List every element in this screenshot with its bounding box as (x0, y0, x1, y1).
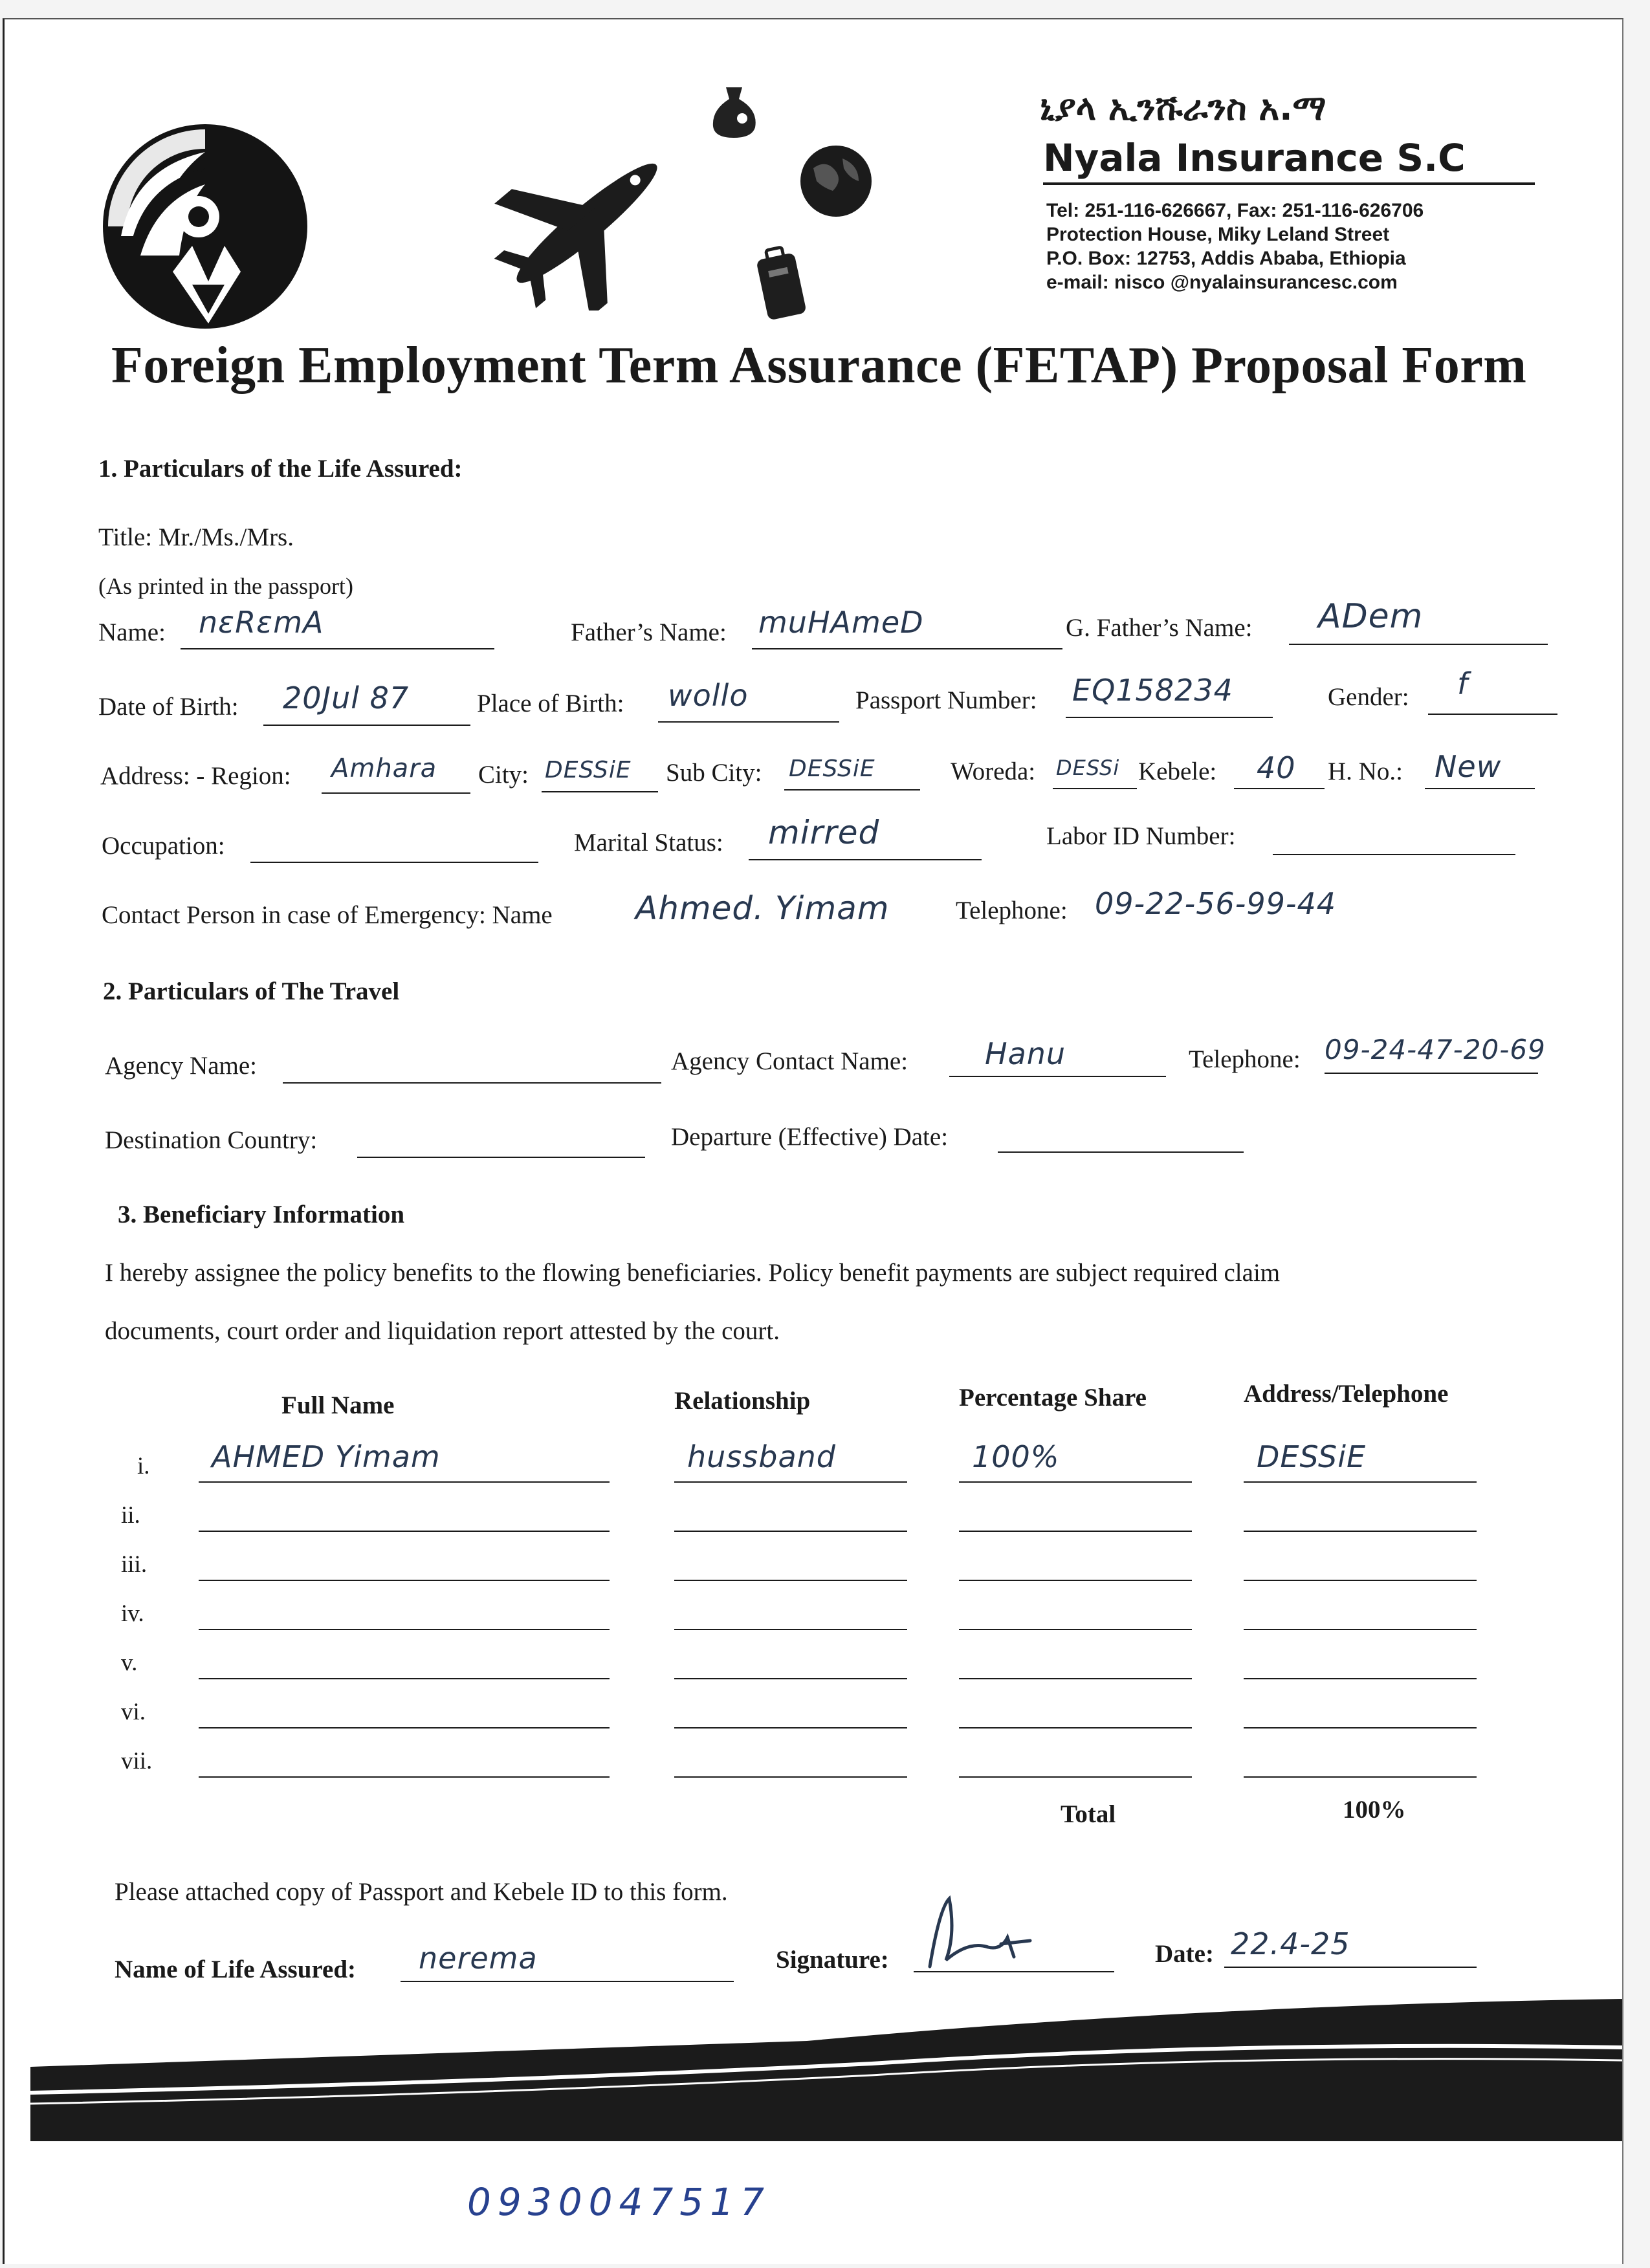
beneficiary-name-line (199, 1776, 610, 1778)
airplane-icon (490, 136, 684, 311)
father-name-label: Father’s Name: (571, 618, 727, 646)
agency-contact-line (949, 1076, 1166, 1077)
passport-note: (As printed in the passport) (98, 573, 353, 599)
gfather-name-line (1289, 644, 1548, 645)
passport-number-line (1066, 717, 1273, 718)
beneficiary-name-value[interactable]: AHMED Yimam (212, 1439, 441, 1474)
kebele-line (1234, 788, 1325, 789)
gfather-name-label: G. Father’s Name: (1066, 614, 1253, 642)
company-logo (95, 123, 315, 336)
beneficiary-name-line (199, 1531, 610, 1532)
beneficiary-relationship-line (674, 1776, 907, 1778)
footer-wave-band (30, 1979, 1622, 2148)
beneficiary-address-line (1244, 1580, 1477, 1581)
beneficiary-relationship-line (674, 1531, 907, 1532)
marital-status-value[interactable]: mirred (768, 814, 880, 851)
beneficiary-address-value[interactable]: DESSiE (1257, 1439, 1367, 1474)
beneficiary-address-line (1244, 1678, 1477, 1679)
woreda-line (1053, 788, 1137, 789)
agency-name-label: Agency Name: (105, 1052, 257, 1080)
total-value: 100% (1343, 1796, 1406, 1824)
beneficiary-address-line (1244, 1629, 1477, 1630)
gfather-name-value[interactable]: ADem (1318, 597, 1424, 636)
beneficiary-name-line (199, 1678, 610, 1679)
agency-name-line (283, 1082, 661, 1084)
name-value[interactable]: nɛRɛmA (199, 605, 324, 640)
marital-status-line (749, 859, 982, 860)
row-number: v. (121, 1650, 138, 1676)
beneficiary-share-line (959, 1727, 1192, 1728)
pob-value[interactable]: wollo (668, 678, 749, 713)
agency-telephone-value[interactable]: 09-24-47-20-69 (1325, 1034, 1546, 1065)
signature-line (914, 1971, 1114, 1972)
company-telephone: Tel: 251-116-626667, Fax: 251-116-626706 (1046, 200, 1424, 221)
section1-heading: 1. Particulars of the Life Assured: (98, 455, 463, 483)
city-value[interactable]: DESSiE (545, 757, 632, 783)
occupation-line (250, 862, 538, 863)
row-number: iii. (121, 1551, 148, 1578)
date-value[interactable]: 22.4-25 (1231, 1926, 1350, 1961)
signature-label: Signature: (776, 1946, 889, 1974)
occupation-label: Occupation: (102, 832, 225, 860)
subcity-line (784, 789, 920, 791)
row-number: vi. (121, 1699, 146, 1725)
total-label: Total (1061, 1800, 1116, 1828)
emergency-telephone-label: Telephone: (956, 897, 1068, 924)
pob-line (658, 721, 839, 723)
destination-country-line (357, 1157, 645, 1158)
emergency-telephone-value[interactable]: 09-22-56-99-44 (1095, 886, 1337, 921)
beneficiary-name-line (199, 1629, 610, 1630)
passport-number-value[interactable]: EQ158234 (1072, 673, 1233, 708)
assured-name-label: Name of Life Assured: (115, 1956, 356, 1983)
beneficiary-address-line (1244, 1727, 1477, 1728)
date-label: Date: (1155, 1940, 1214, 1968)
subcity-value[interactable]: DESSiE (789, 756, 875, 782)
emergency-contact-value[interactable]: Ahmed. Yimam (635, 889, 890, 927)
beneficiary-relationship-line (674, 1727, 907, 1728)
column-header-address-telephone: Address/Telephone (1244, 1380, 1449, 1408)
gender-line (1428, 714, 1557, 715)
column-header-percentage-share: Percentage Share (959, 1384, 1147, 1412)
beneficiary-share-line (959, 1531, 1192, 1532)
beneficiary-share-line (959, 1629, 1192, 1630)
beneficiary-relationship-line (674, 1678, 907, 1679)
passport-number-label: Passport Number: (855, 686, 1037, 714)
hno-line (1425, 788, 1535, 789)
agency-telephone-label: Telephone: (1189, 1045, 1301, 1073)
beneficiary-relationship-line (674, 1481, 907, 1483)
section3-heading: 3. Beneficiary Information (118, 1201, 405, 1228)
row-number: vii. (121, 1748, 153, 1774)
region-label: Address: - Region: (100, 762, 291, 790)
dob-value[interactable]: 20Jul 87 (283, 681, 410, 715)
title-label: Title: Mr./Ms./Mrs. (98, 523, 294, 551)
dob-label: Date of Birth: (98, 693, 239, 721)
woreda-label: Woreda: (951, 758, 1036, 785)
kebele-value[interactable]: 40 (1257, 750, 1296, 785)
beneficiary-relationship-line (674, 1580, 907, 1581)
pob-label: Place of Birth: (477, 690, 624, 717)
beneficiary-share-line (959, 1678, 1192, 1679)
column-header-full-name: Full Name (281, 1391, 395, 1419)
beneficiary-statement-line2: documents, court order and liquidation report attested by the court. (105, 1317, 780, 1345)
name-line (181, 648, 494, 649)
gender-label: Gender: (1328, 683, 1409, 711)
form-title: Foreign Employment Term Assurance (FETAP) Proposal Form (111, 337, 1527, 394)
agency-contact-value[interactable]: Hanu (985, 1036, 1066, 1071)
beneficiary-address-line (1244, 1776, 1477, 1778)
departure-date-line (998, 1151, 1244, 1153)
date-line (1224, 1967, 1477, 1968)
column-header-relationship: Relationship (674, 1387, 811, 1415)
company-name-amharic: ኒያላ ኢንሹራንስ አ.ማ (1040, 87, 1326, 128)
form-sheet (3, 18, 1623, 2264)
region-line (322, 792, 470, 794)
attach-note: Please attached copy of Passport and Kebele ID to this form. (115, 1878, 728, 1906)
bottom-phone-note: 0930047517 (467, 2180, 771, 2224)
city-label: City: (478, 761, 529, 789)
labor-id-label: Labor ID Number: (1046, 822, 1236, 850)
father-name-line (752, 648, 1062, 649)
company-address: Protection House, Miky Leland Street (1046, 224, 1390, 245)
dob-line (263, 725, 470, 726)
globe-icon (797, 142, 875, 220)
region-value[interactable]: Amhara (331, 754, 437, 783)
kebele-label: Kebele: (1138, 758, 1217, 785)
beneficiary-address-line (1244, 1531, 1477, 1532)
money-bag-icon (707, 81, 762, 139)
name-label: Name: (98, 618, 166, 646)
beneficiary-name-line (199, 1727, 610, 1728)
city-line (542, 791, 658, 792)
emergency-contact-label: Contact Person in case of Emergency: Name (102, 901, 553, 929)
beneficiary-address-line (1244, 1481, 1477, 1483)
labor-id-line (1273, 854, 1515, 855)
hno-label: H. No.: (1328, 758, 1403, 785)
beneficiary-name-line (199, 1481, 610, 1483)
row-number: iv. (121, 1600, 144, 1627)
beneficiary-statement-line1: I hereby assignee the policy benefits to the flowing beneficiaries. Policy benefit payments are subject required claim (105, 1259, 1281, 1287)
beneficiary-relationship-line (674, 1629, 907, 1630)
company-name: Nyala Insurance S.C (1043, 136, 1466, 180)
signature-mark[interactable] (910, 1895, 1040, 1973)
assured-name-value[interactable]: nerema (419, 1941, 538, 1976)
beneficiary-share-line (959, 1580, 1192, 1581)
agency-telephone-line (1325, 1073, 1538, 1074)
row-number: ii. (121, 1502, 140, 1529)
father-name-value[interactable]: muHAmeD (758, 605, 924, 640)
destination-country-label: Destination Country: (105, 1126, 318, 1154)
agency-contact-label: Agency Contact Name: (671, 1047, 908, 1075)
section2-heading: 2. Particulars of The Travel (103, 977, 400, 1005)
gender-value[interactable]: f (1457, 666, 1469, 701)
subcity-label: Sub City: (666, 759, 762, 787)
beneficiary-share-line (959, 1481, 1192, 1483)
beneficiary-name-line (199, 1580, 610, 1581)
row-number: i. (137, 1453, 150, 1479)
beneficiary-share-value[interactable]: 100% (972, 1439, 1060, 1474)
company-email: e-mail: nisco @nyalainsurancesc.com (1046, 272, 1398, 293)
departure-date-label: Departure (Effective) Date: (671, 1123, 949, 1151)
beneficiary-share-line (959, 1776, 1192, 1778)
company-pobox: P.O. Box: 12753, Addis Ababa, Ethiopia (1046, 248, 1406, 269)
company-name-underline (1043, 182, 1535, 185)
woreda-value[interactable]: DESSi (1056, 756, 1120, 780)
hno-value[interactable]: New (1435, 749, 1502, 784)
suitcase-icon (755, 246, 810, 323)
beneficiary-relationship-value[interactable]: hussband (687, 1439, 836, 1474)
marital-status-label: Marital Status: (574, 829, 723, 856)
